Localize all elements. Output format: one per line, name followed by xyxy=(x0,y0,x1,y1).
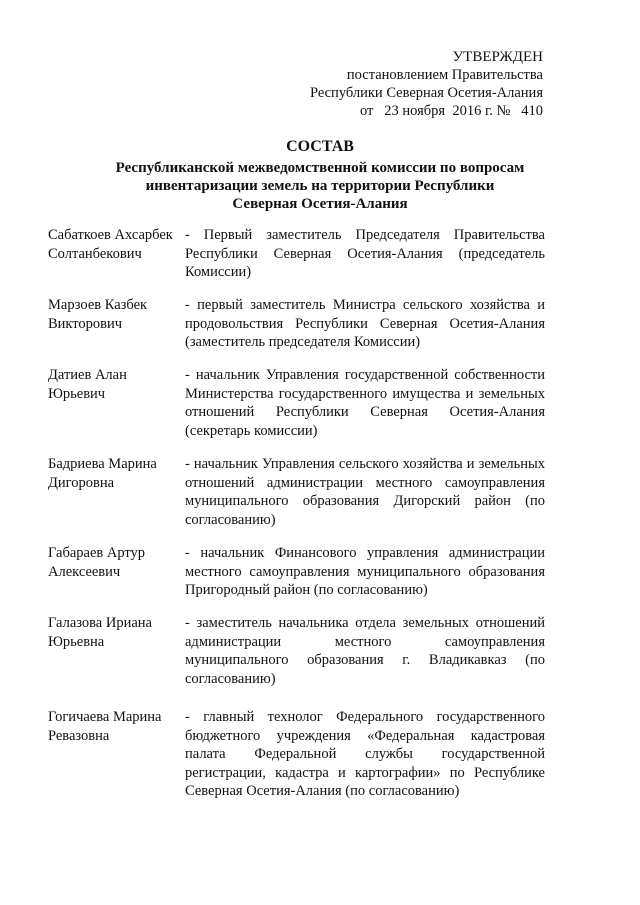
approval-block xyxy=(310,48,543,120)
member-role: - Первый заместитель Председателя Правительства Республики Северная Осетия-Алания (председатель Комиссии) xyxy=(185,227,545,280)
member-name: Галазова Ириана Юрьевна xyxy=(48,615,152,650)
member-name: Сабаткоев Ахсарбек Солтанбекович xyxy=(48,227,173,262)
member-role: - главный технолог Федерального государственного бюджетного учреждения «Федеральная кадастровая палата Федеральной службы государственной регистрации, кадастра и картографии» по Республике Северная Осетия-Алания (по согласованию) xyxy=(185,709,545,799)
approval-line: постановлением Правительства xyxy=(346,67,543,83)
approval-heading: УТВЕРЖДЕН xyxy=(452,49,543,65)
member-entry xyxy=(48,226,548,296)
member-entry xyxy=(48,455,548,544)
approval-date: от 23 ноября 2016 г. № 410 xyxy=(360,103,543,119)
member-role: - начальник Финансового управления администрации местного самоуправления муниципального образования Пригородный район (по согласованию) xyxy=(185,545,545,598)
title-line: инвентаризации земель на территории Республики xyxy=(145,178,495,194)
member-name: Габараев Артур Алексеевич xyxy=(48,545,146,580)
member-entry xyxy=(48,614,548,708)
title-line: Северная Осетия-Алания xyxy=(232,196,408,212)
member-entry xyxy=(48,544,548,614)
member-role: - начальник Управления сельского хозяйства и земельных отношений администрации местного самоуправления муниципального образования Дигорский район (по согласованию) xyxy=(185,456,545,528)
member-name: Бадриева Марина Дигоровна xyxy=(48,456,157,491)
title-main: СОСТАВ xyxy=(286,138,354,155)
document-title xyxy=(0,138,640,213)
member-name: Датиев Алан Юрьевич xyxy=(48,367,127,402)
member-role: - начальник Управления государственной собственности Министерства государственного имущества и земельных отношений Республики Северная Осетия-Алания (секретарь комиссии) xyxy=(185,367,545,439)
members-list xyxy=(48,226,548,808)
member-name: Марзоев Казбек Викторович xyxy=(48,297,148,332)
approval-line: Республики Северная Осетия-Алания xyxy=(309,85,543,101)
member-entry xyxy=(48,708,548,808)
member-entry xyxy=(48,366,548,455)
member-role: - первый заместитель Министра сельского хозяйства и продовольствия Республики Северная Осетия-Алания (заместитель председателя Комиссии) xyxy=(185,297,545,350)
member-entry xyxy=(48,296,548,366)
title-line: Республиканской межведомственной комиссии по вопросам xyxy=(115,160,525,176)
member-role: - заместитель начальника отдела земельных отношений администрации местного самоуправления муниципального образования г. Владикавказ (по согласованию) xyxy=(185,615,545,687)
member-name: Гогичаева Марина Ревазовна xyxy=(48,709,162,744)
